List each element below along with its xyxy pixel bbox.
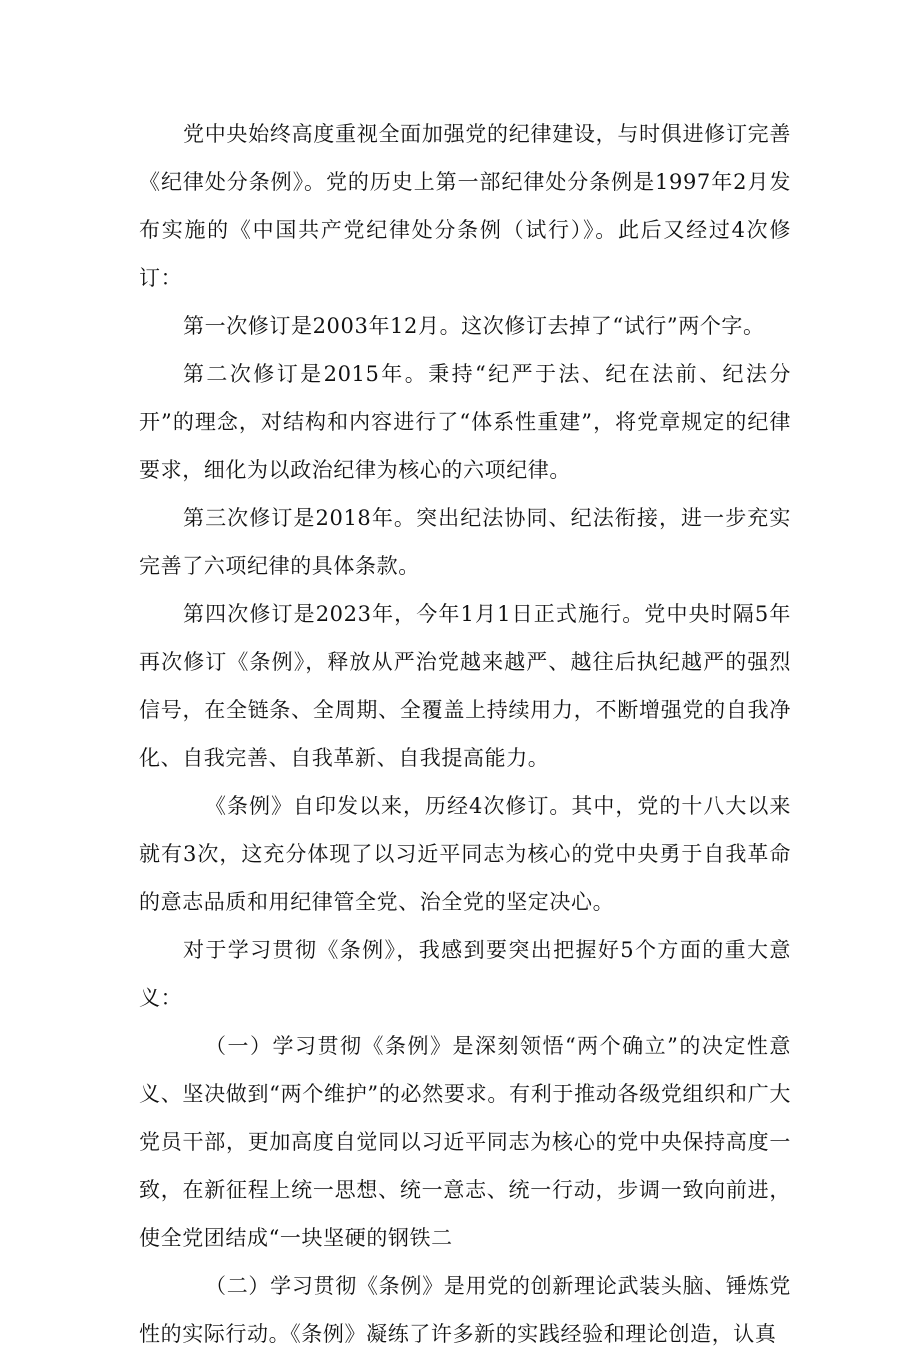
paragraph-intro: 党中央始终高度重视全面加强党的纪律建设，与时俱进修订完善《纪律处分条例》。党的历史上第一部纪律处分条例是1997年2月发布实施的《中国共产党纪律处分条例（试行）》。此后又经过4次修订： <box>139 122 791 290</box>
paragraph-point-one: （一）学习贯彻《条例》是深刻领悟“两个确立”的决定性意义、坚决做到“两个维护”的必然要求。有利于推动各级党组织和广大党员干部，更加高度自觉同以习近平同志为核心的党中央保持高度一致，在新征程上统一思想、统一意志、统一行动，步调一致向前进，使全党团结成“一块坚硬的钢铁二 <box>139 1034 791 1250</box>
paragraph-summary: 《条例》自印发以来，历经4次修订。其中，党的十八大以来就有3次，这充分体现了以习近平同志为核心的党中央勇于自我革命的意志品质和用纪律管全党、治全党的坚定决心。 <box>139 794 791 914</box>
paragraph-first-revision: 第一次修订是2003年12月。这次修订去掉了“试行”两个字。 <box>183 314 765 338</box>
paragraph-second-revision: 第二次修订是2015年。秉持“纪严于法、纪在法前、纪法分开”的理念，对结构和内容进行了“体系性重建”，将党章规定的纪律要求，细化为以政治纪律为核心的六项纪律。 <box>139 362 791 482</box>
paragraph-fourth-revision: 第四次修订是2023年，今年1月1日正式施行。党中央时隔5年再次修订《条例》，释放从严治党越来越严、越往后执纪越严的强烈信号，在全链条、全周期、全覆盖上持续用力，不断增强党的自我净化、自我完善、自我革新、自我提高能力。 <box>139 602 791 770</box>
document-page <box>139 110 791 1358</box>
paragraph-point-two: （二）学习贯彻《条例》是用党的创新理论武装头脑、锤炼党性的实际行动。《条例》凝练了许多新的实践经验和理论创造，认真 <box>139 1274 791 1346</box>
paragraph-third-revision: 第三次修订是2018年。突出纪法协同、纪法衔接，进一步充实完善了六项纪律的具体条款。 <box>139 506 791 578</box>
paragraph-significance-intro: 对于学习贯彻《条例》，我感到要突出把握好5个方面的重大意义： <box>139 938 791 1010</box>
